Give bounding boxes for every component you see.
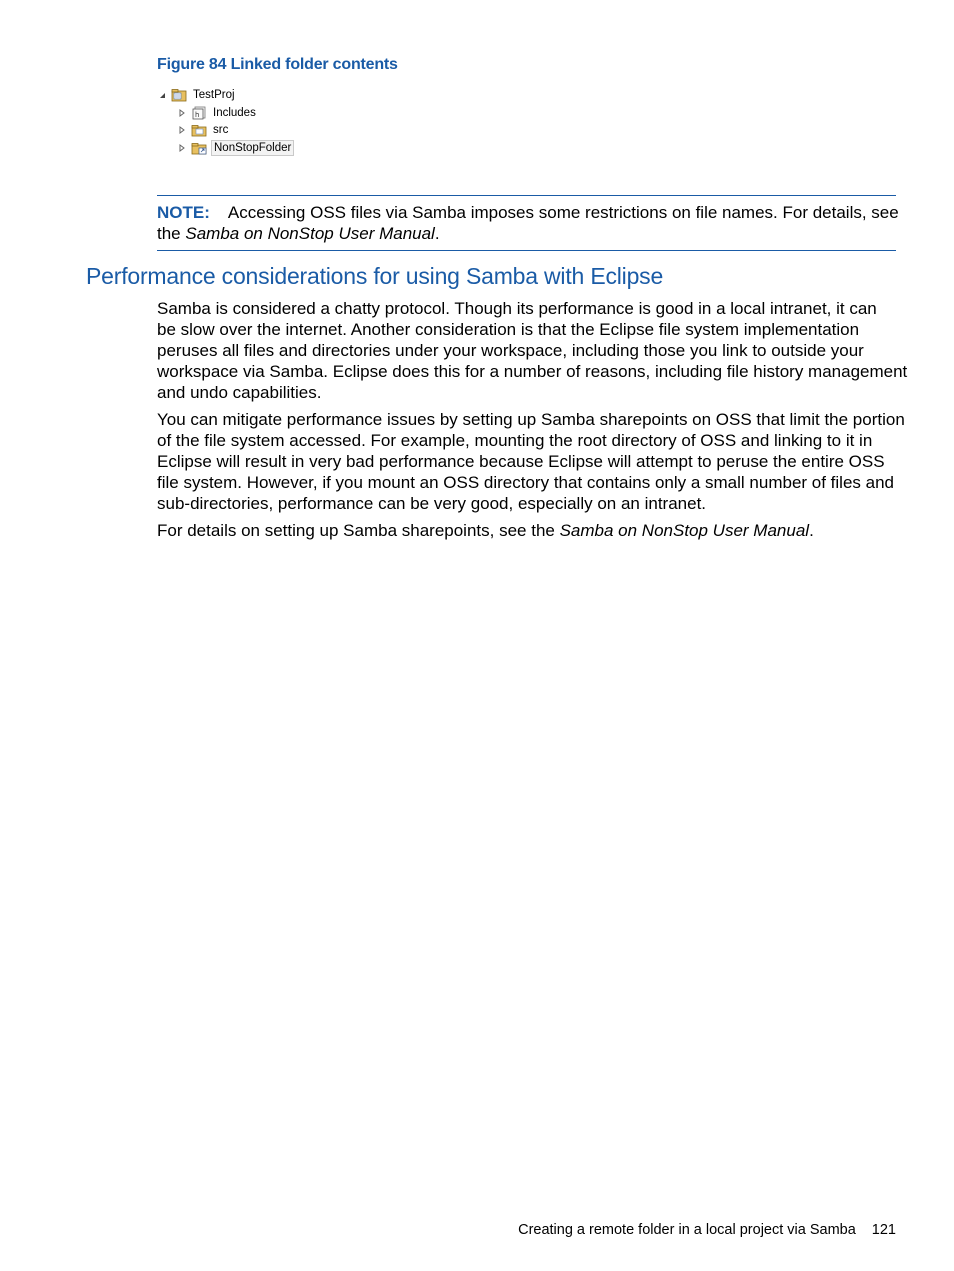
paragraph-2	[157, 409, 905, 514]
note-text-line2-post: .	[434, 224, 440, 243]
page-footer	[518, 1222, 896, 1238]
expand-arrow-icon[interactable]	[177, 143, 187, 153]
tree-item-label: NonStopFolder	[211, 140, 294, 156]
figure-caption: Figure 84 Linked folder contents	[157, 56, 398, 73]
tree-item-label: Includes	[213, 106, 256, 119]
tree-item-includes[interactable]	[177, 104, 258, 121]
paragraph-line: be slow over the internet. Another consideration is that the Eclipse file system implementation	[157, 320, 860, 339]
project-folder-icon	[171, 88, 187, 102]
tree-item-testproj[interactable]	[157, 86, 237, 103]
paragraph-line: file system. However, if you mount an OSS directory that contains only a small number of files and	[157, 473, 895, 492]
paragraph-3-manual-title: Samba on NonStop User Manual	[559, 521, 810, 540]
note-bottom-rule	[157, 250, 896, 251]
note-manual-title: Samba on NonStop User Manual	[185, 224, 435, 243]
tree-item-nonstopfolder[interactable]	[177, 139, 294, 156]
collapse-arrow-icon[interactable]	[157, 90, 167, 100]
tree-item-src[interactable]	[177, 121, 230, 138]
note-top-rule	[157, 195, 896, 196]
note-label: NOTE:	[157, 203, 210, 222]
paragraph-line: Eclipse will result in very bad performance because Eclipse will attempt to peruse the entire OSS	[157, 452, 885, 471]
paragraph-line: of the file system accessed. For example, mounting the root directory of OSS and linking to it in	[157, 431, 873, 450]
paragraph-1	[157, 298, 908, 403]
paragraph-line: sub-directories, performance can be very good, especially on an intranet.	[157, 494, 707, 513]
page-number: 121	[871, 1222, 896, 1238]
tree-item-label: src	[213, 123, 229, 136]
includes-icon	[191, 106, 207, 120]
paragraph-3	[157, 520, 898, 541]
paragraph-3-pre: For details on setting up Samba sharepoints, see the	[157, 521, 560, 540]
note-text-line1: Accessing OSS files via Samba imposes some restrictions on file names. For details, see	[227, 203, 899, 222]
paragraph-line: and undo capabilities.	[157, 383, 322, 402]
paragraph-line: You can mitigate performance issues by setting up Samba sharepoints on OSS that limit the portion	[157, 410, 905, 429]
paragraph-line: peruses all files and directories under your workspace, including those you link to outside your	[157, 341, 864, 360]
expand-arrow-icon[interactable]	[177, 108, 187, 118]
paragraph-line: workspace via Samba. Eclipse does this for a number of reasons, including file history management	[157, 362, 908, 381]
svg-text:h: h	[195, 110, 200, 119]
tree-item-label: TestProj	[193, 88, 235, 101]
expand-arrow-icon[interactable]	[177, 125, 187, 135]
paragraph-3-post: .	[809, 521, 814, 540]
source-folder-icon	[191, 123, 207, 137]
paragraph-line: Samba is considered a chatty protocol. Though its performance is good in a local intranet, it can	[157, 299, 877, 318]
note-text-line2-pre: the	[157, 224, 186, 243]
linked-folder-icon	[191, 141, 207, 155]
note-box	[157, 202, 899, 244]
footer-title: Creating a remote folder in a local project via Samba	[518, 1222, 856, 1238]
section-heading: Performance considerations for using Samba with Eclipse	[86, 263, 664, 289]
